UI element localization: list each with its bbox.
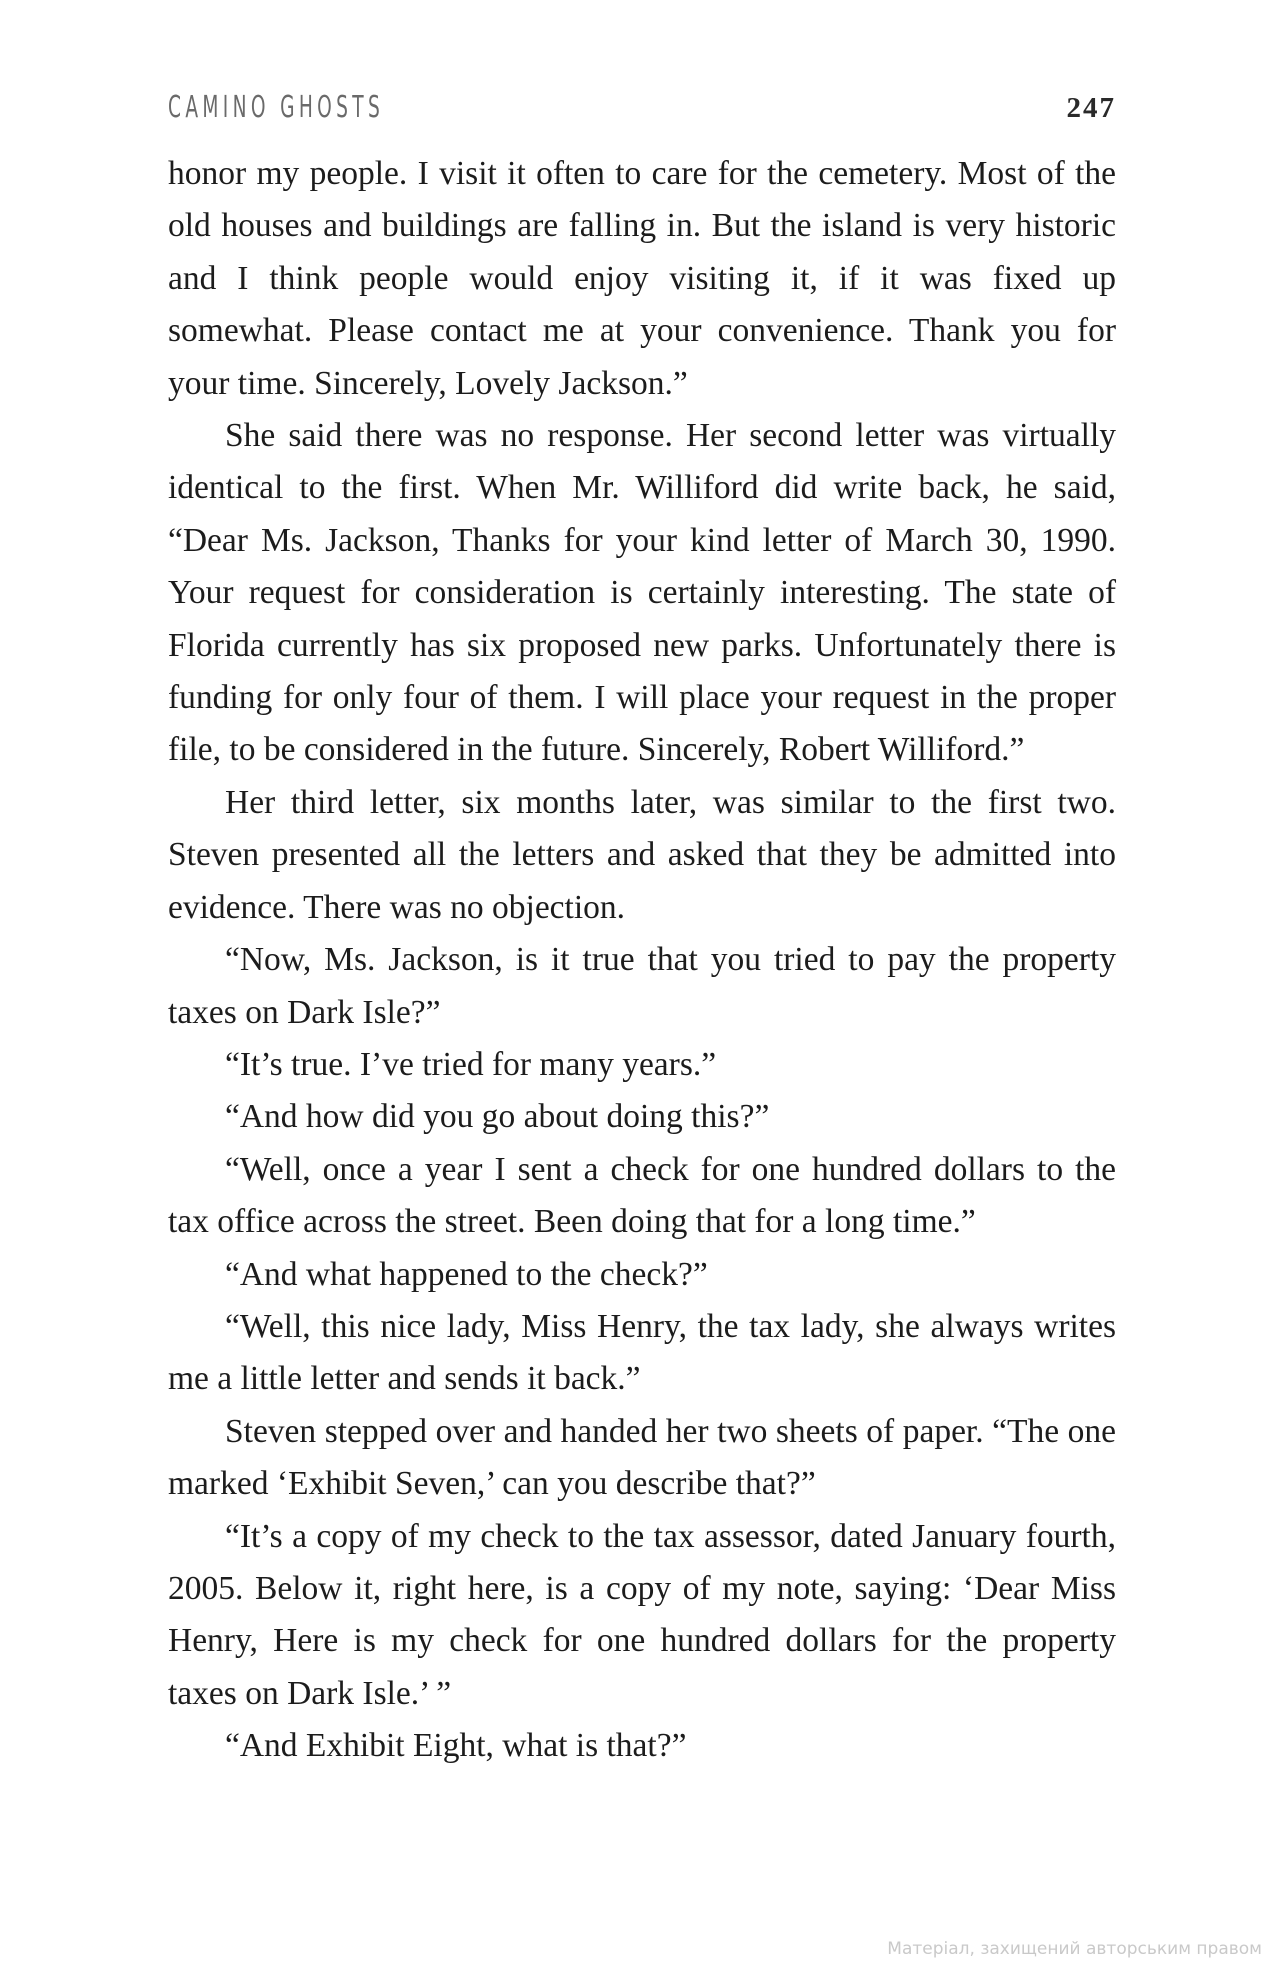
running-head xyxy=(168,88,1116,128)
body-text xyxy=(168,148,1116,1773)
paragraph: “Well, this nice lady, Miss Henry, the tax lady, she always writes me a little letter and sends it back.” xyxy=(168,1307,1116,1398)
copyright-watermark: Матеріал, захищений авторським правом xyxy=(887,1939,1262,1959)
paragraph: “Now, Ms. Jackson, is it true that you tried to pay the property taxes on Dark Isle?” xyxy=(168,941,1116,1031)
paragraph: “It’s a copy of my check to the tax assessor, dated January fourth, 2005. Below it, right here, is a copy of my note, saying: ‘Dear Miss Henry, Here is my check for one hundred dollars for the property taxes on Dark Isle.’ ” xyxy=(168,1517,1116,1712)
book-title: CAMINO GHOSTS xyxy=(168,90,385,125)
page-number: 247 xyxy=(1066,92,1116,124)
paragraph: “And what happened to the check?” xyxy=(225,1255,708,1293)
paragraph: “And Exhibit Eight, what is that?” xyxy=(225,1727,687,1765)
paragraph: “Well, once a year I sent a check for one hundred dollars to the tax office across the street. Been doing that for a long time.” xyxy=(168,1150,1116,1241)
paragraph: “And how did you go about doing this?” xyxy=(225,1098,770,1136)
paragraph: She said there was no response. Her second letter was virtually identical to the first. When Mr. Williford did write back, he said, “Dear Ms. Jackson, Thanks for your kind letter of March 30, 1990. Your request for consideration is certainly interesting. The state of Florida currently has six proposed new parks. Unfortunately there is funding for only four of them. I will place your request in the proper file, to be considered in the future. Sincerely, Robert Williford.” xyxy=(168,417,1116,769)
paragraph: “It’s true. I’ve tried for many years.” xyxy=(225,1045,717,1083)
paragraph: Her third letter, six months later, was similar to the first two. Steven presented all the letters and asked that they be admitted into evidence. There was no objection. xyxy=(168,783,1116,926)
paragraph: honor my people. I visit it often to care for the cemetery. Most of the old houses and buildings are falling in. But the island is very historic and I think people would enjoy visiting it, if it was fixed up somewhat. Please contact me at your convenience. Thank you for your time. Sincerely, Lovely Jackson.” xyxy=(168,155,1116,402)
paragraph: Steven stepped over and handed her two sheets of paper. “The one marked ‘Exhibit Seven,’ can you describe that?” xyxy=(168,1412,1116,1503)
